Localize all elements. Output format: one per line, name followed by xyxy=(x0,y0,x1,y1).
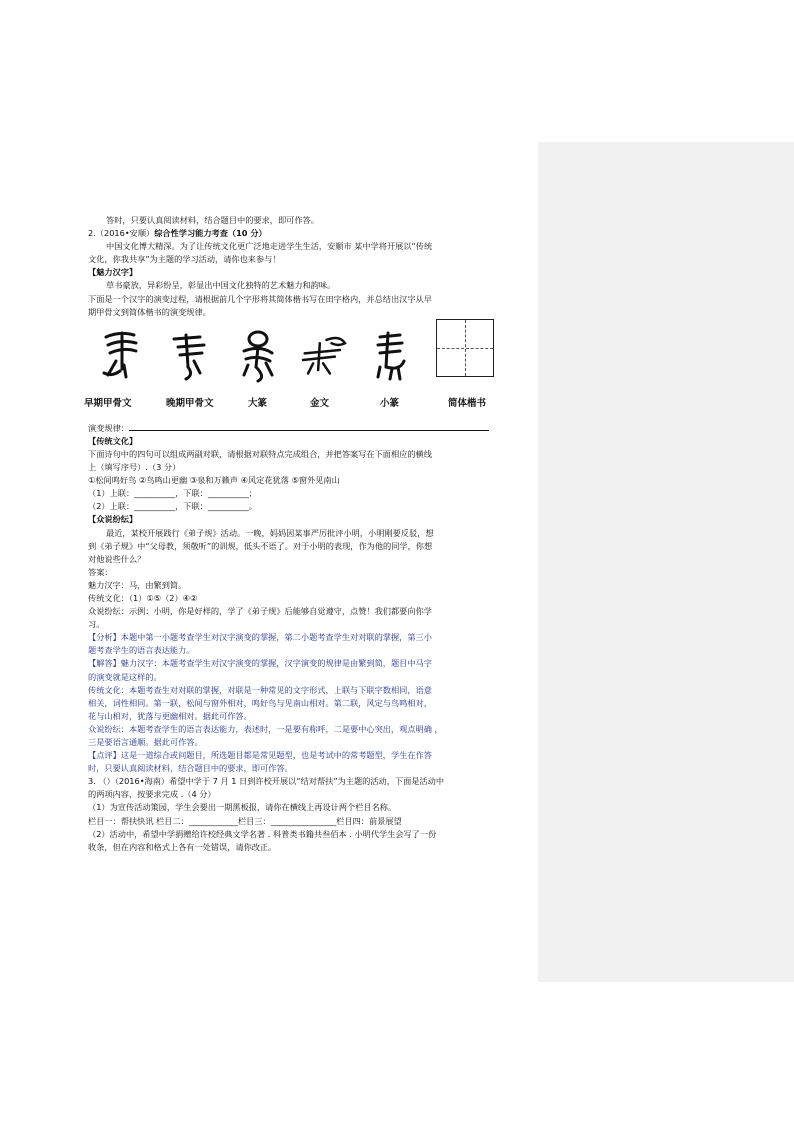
text-line: 草书豪放，异彩纷呈，彰显出中国文化独特的艺术魅力和韵味。 xyxy=(106,280,336,291)
question-3-line: （2）活动中，希望中学捐赠给许校经典文学名著 . 科普类书籍共叁佰本 . 小明代学生会写了一份 xyxy=(88,828,437,839)
question-3-line: 栏目一：帮扶快讯 栏目二：____________栏目三：________________栏目四：前景展望 xyxy=(88,815,402,826)
text-line: 最近，某校开展践行《弟子规》活动。一晚，妈妈因某事严厉批评小明，小明刚要反驳，想 xyxy=(106,527,434,538)
answer-line: 众说纷纭：示例：小明，你是好样的，学了《弟子规》后能够自觉遵守，点赞！我们都要向你学 xyxy=(88,606,432,617)
solution-line: 传统文化：本题考查生对对联的掌握，对联是一种常见的文字形式，上联与下联字数相同，语意 xyxy=(88,684,432,695)
answer-line: 传统文化：（1）①⑤（2）④② xyxy=(88,592,198,603)
question-2-heading xyxy=(88,227,534,240)
answer-label: 答案： xyxy=(88,566,113,577)
horse-xiaozhuan-icon xyxy=(366,327,418,383)
comment-line: 【点评】这是一道综合或问题目，所选题目都是常见题型，也是考试中的常考题型，学生在作答 xyxy=(88,750,432,761)
text-line: 下面诗句中的四句可以组成两副对联，请根据对联特点完成组合，并把答案写在下面相应的横线 xyxy=(88,448,432,459)
options-line: ①松间鸣好鸟 ②鸟鸣山更幽 ③泉和万籁声 ④风定花犹落 ⑤窗外见南山 xyxy=(88,475,340,486)
answer-line: 魅力汉字：马，由繁到简。 xyxy=(88,579,187,590)
evolution-rule-line xyxy=(88,421,534,435)
solution-line: 的演变就是这样的。 xyxy=(88,671,162,682)
question-title: 综合性学习能力考查（10 分） xyxy=(154,228,267,239)
tianzige-writing-box[interactable] xyxy=(436,319,494,377)
analysis-line: 【分析】本题中第一小题考查学生对汉字演变的掌握，第二小题考查学生对对联的掌握，第三小 xyxy=(88,632,432,643)
question-3-line: 3. （）（2016•海南）希望中学于 7 月 1 日到许校开展以“结对帮扶”为主题的活动，下面是活动中 xyxy=(88,776,445,787)
text-line: 上（填写序号）.（3 分） xyxy=(88,462,181,473)
horse-oracle-early-icon xyxy=(96,327,148,383)
rule-answer-blank[interactable] xyxy=(129,421,489,431)
solution-line: 花与山相对，犹落与更幽相对。据此可作答。 xyxy=(88,710,252,721)
text-line: 文化，你我共享”为主题的学习活动，请你也来参与！ xyxy=(88,254,281,265)
caption-dazhuan: 大篆 xyxy=(248,397,268,409)
solution-line: 相关，词性相同。第一联，松间与窗外相对，鸣好鸟与见南山相对。第二联，风定与鸟鸣相对， xyxy=(88,697,432,708)
solution-line: 【解答】魅力汉字：本题考查学生对汉字演变的掌握，汉字演变的规律是由繁到简，题目中马字 xyxy=(88,658,432,669)
horse-oracle-late-icon xyxy=(164,327,216,383)
text-line: 对他说些什么？ xyxy=(88,553,146,564)
solution-line: 三是要语言通顺。据此可作答。 xyxy=(88,737,203,747)
question-3-line: （1）为宣传活动策园，学生会要出一期黑板报，请你在横线上再设计两个栏目名称。 xyxy=(88,802,397,813)
text-line: 中国文化博大精深。为了让传统文化更广泛地走进学生生活，安顺市 某中学将开展以“传统 xyxy=(106,241,433,252)
caption-late-oracle: 晚期甲骨文 xyxy=(166,397,214,409)
comment-line: 时，只要认真阅读材料，结合题目中的要求，即可作答。 xyxy=(88,763,293,774)
caption-early-oracle: 早期甲骨文 xyxy=(84,397,132,409)
analysis-line: 题考查学生的语言表达能力。 xyxy=(88,645,195,656)
rule-label: 演变规律： xyxy=(88,422,129,433)
figure-captions xyxy=(84,397,534,411)
section-heading: 【众说纷纭】 xyxy=(88,514,138,525)
text-line: 答时，只要认真阅读材料，结合题目中的要求，即可作答。 xyxy=(106,215,319,225)
character-evolution-figure xyxy=(84,319,534,421)
question-3-line: 的两项内容，按要求完成 .（4 分） xyxy=(88,789,216,800)
caption-simplified-kaishu: 简体楷书 xyxy=(448,397,487,409)
horse-dazhuan-icon xyxy=(232,327,284,383)
couplet-answer-1: （1）上联：__________，下联：__________； xyxy=(88,488,257,499)
question-source: 2.（2016•安顺） xyxy=(88,228,155,239)
answer-line: 习。 xyxy=(88,619,105,630)
text-line: 期甲骨文到简体楷书的演变规律。 xyxy=(88,306,211,317)
question-3-line: 收条，但在内容和格式上各有一处错误，请你改正。 xyxy=(88,841,277,852)
couplet-answer-2: （2）上联：__________，下联：__________。 xyxy=(88,501,257,512)
caption-xiaozhuan: 小篆 xyxy=(380,397,400,409)
text-line: 到《弟子规》中“父母教，须敬听”的训规，低头不语了。对于小明的表现，作为他的同学，你想 xyxy=(88,540,433,551)
caption-jinwen: 金文 xyxy=(310,397,330,409)
document-body xyxy=(84,214,534,854)
solution-line: 众说纷纭：本题考查学生的语言表达能力，表述时，一是要有称呼，二是要中心突出，观点明确 ， xyxy=(88,723,443,734)
horse-jinwen-icon xyxy=(298,327,350,383)
section-heading: 【传统文化】 xyxy=(88,435,138,446)
section-heading: 【魅力汉字】 xyxy=(88,267,138,278)
comment-margin-panel xyxy=(538,142,794,982)
text-line: 下面是一个汉字的演变过程，请根据前几个字形将其简体楷书写在田字格内，并总结出汉字从早 xyxy=(88,293,432,304)
